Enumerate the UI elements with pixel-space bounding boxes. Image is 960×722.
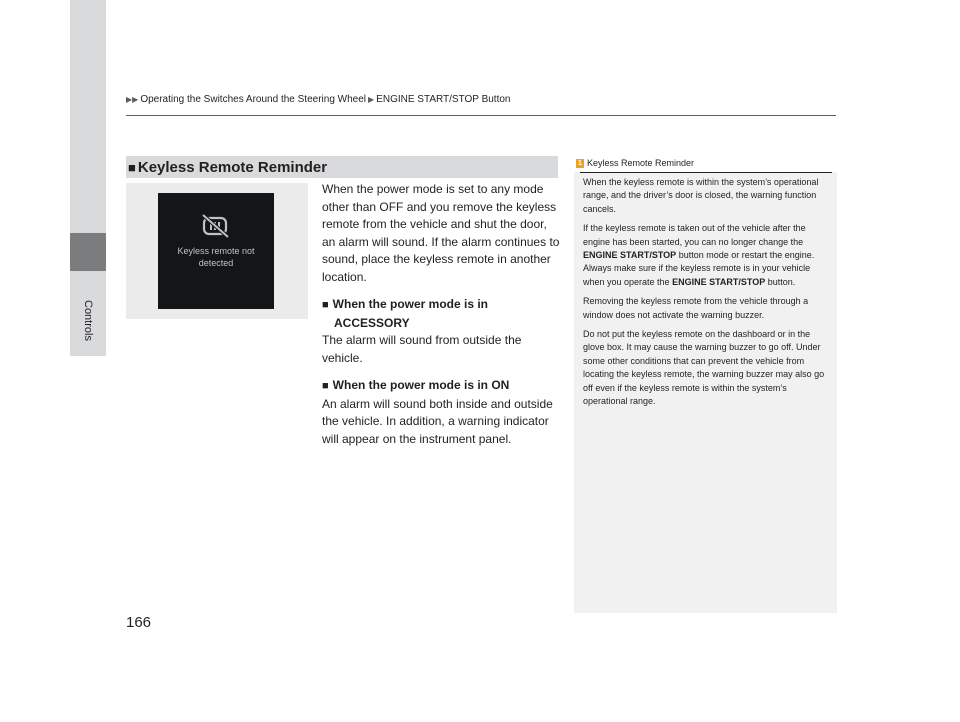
intro-paragraph: When the power mode is set to any mode other than OFF and you remove the keyless remote from the vehicle and shut the door, an alarm will sound. If the alarm continues to sound, place the keyless remote in another location.: [322, 182, 560, 284]
section-header: [126, 156, 558, 178]
subheading-accessory: ■ When the power mode is in ACCESSORY: [322, 297, 488, 330]
note-paragraph: When the keyless remote is within the system’s operational range, and the driver’s door is closed, the warning function cancels.: [583, 177, 819, 214]
note-paragraph: If the keyless remote is taken out of the vehicle after the engine has been started, you can no longer change the ENGINE START/STOP button mode or restart the engine. Always make sure if the keyless remote is in your vehicle when you operate the ENGINE START/STOP button.: [583, 223, 815, 287]
accessory-paragraph: The alarm will sound from outside the vehicle.: [322, 333, 522, 365]
chapter-tab: [70, 0, 106, 57]
page-number: 166: [126, 614, 152, 631]
chapter-tab-active: [70, 233, 106, 271]
main-text: [322, 181, 560, 448]
instrument-display: [158, 193, 274, 309]
note-title: 1 Keyless Remote Reminder: [576, 158, 694, 168]
side-note: [574, 156, 837, 613]
note-rule: [580, 172, 832, 173]
keyless-remote-crossed-icon: [198, 213, 234, 239]
note-number-icon: 1: [576, 159, 584, 168]
on-paragraph: An alarm will sound both inside and outside the vehicle. In addition, a warning indicator will appear on the instrument panel.: [322, 396, 553, 446]
section-title: ■ Keyless Remote Reminder: [128, 158, 328, 176]
chapter-tab-strip: [70, 0, 106, 722]
subheading-on: ■ When the power mode is in ON: [322, 378, 510, 392]
breadcrumb-item[interactable]: ENGINE START/STOP Button: [376, 94, 511, 105]
note-paragraph: Do not put the keyless remote on the dashboard or in the glove box. It may cause the warning buzzer to go off. Under some other conditions that can prevent the vehicle from locating the keyless remote, the warning buzzer may also go off even if the keyless remote is within the system’s operational range.: [583, 329, 825, 407]
breadcrumb: [126, 94, 510, 105]
header-rule: [126, 115, 836, 116]
breadcrumb-item[interactable]: Operating the Switches Around the Steering Wheel: [140, 94, 367, 105]
note-paragraph: Removing the keyless remote from the vehicle through a window does not activate the warning buzzer.: [583, 296, 809, 320]
chapter-tab: [70, 57, 106, 233]
figure: [126, 183, 308, 319]
chapter-label: Controls: [82, 300, 94, 341]
breadcrumb-arrow-icon: ▶: [368, 95, 375, 104]
note-header: [574, 156, 837, 172]
note-body: [583, 176, 829, 415]
breadcrumb-arrow-icon: ▶▶: [126, 95, 139, 104]
display-message: Keyless remote not detected: [177, 246, 255, 268]
